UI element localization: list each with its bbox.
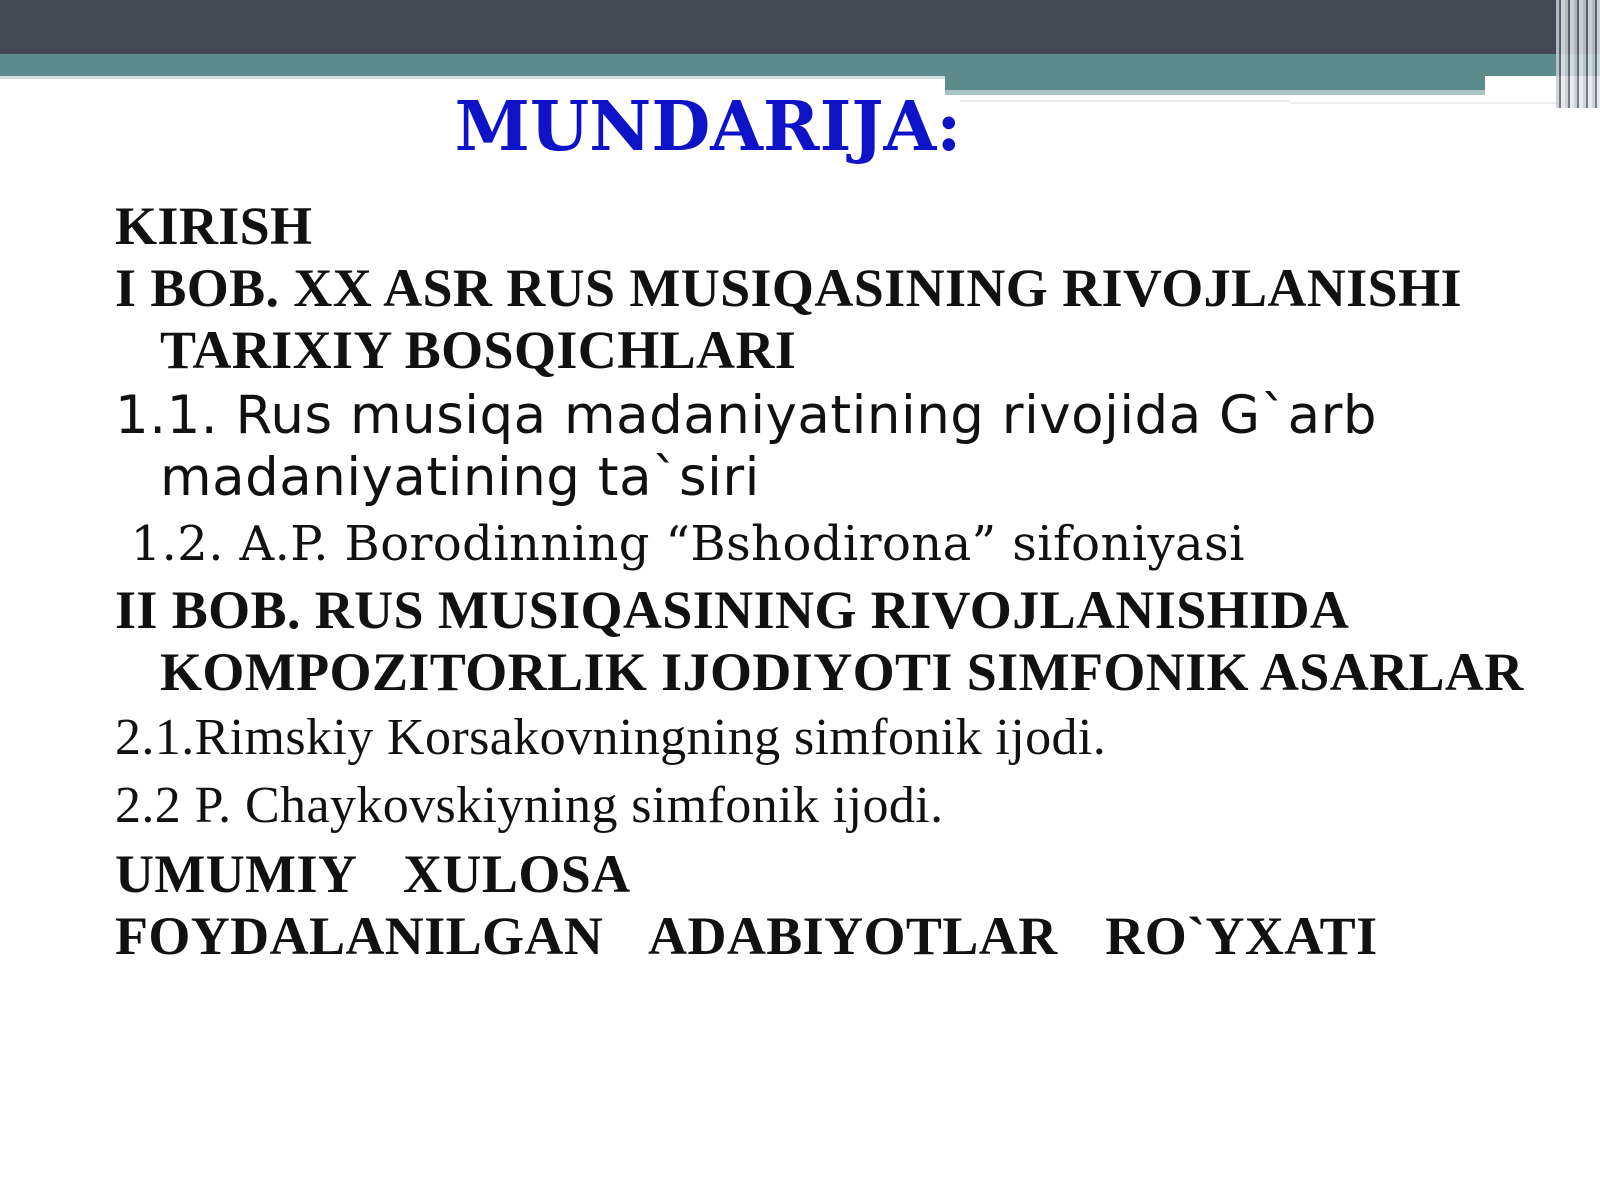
toc-item-section-2-2: 2.2 P. Chaykovskiyning simfonik ijodi. — [115, 777, 944, 834]
toc-item-section-1-2: 1.2. A.P. Borodinning “Bshodirona” sifoniyasi — [115, 516, 1245, 572]
toc-item-bibliography: FOYDALANILGAN ADABIYOTLAR RO`YXATI — [115, 906, 1378, 966]
toc-item-conclusion: UMUMIY XULOSA — [115, 844, 631, 904]
toc-item-chapter-2: II BOB. RUS MUSIQASINING RIVOJLANISHIDA KOMPOZITORLIK IJODIYOTI SIMFONIK ASARLAR — [115, 580, 1524, 702]
slide-accent-bar — [0, 54, 1600, 76]
slide-title: MUNDARIJA: — [454, 87, 962, 167]
slide-decor-stripes — [1556, 0, 1600, 108]
toc-item-section-1-1: 1.1. Rus musiqa madaniyatining rivojida G`arb madaniyatining ta`siri — [115, 385, 1377, 508]
toc-item-introduction: KIRISH — [115, 196, 313, 256]
toc-item-section-2-1: 2.1.Rimskiy Korsakovningning simfonik ijodi. — [115, 709, 1107, 766]
slide-top-bar — [0, 0, 1600, 54]
table-of-contents — [115, 195, 1585, 967]
slide-accent-bar-shadow — [0, 76, 945, 79]
toc-item-chapter-1: I BOB. XX ASR RUS MUSIQASINING RIVOJLANISHI TARIXIY BOSQICHLARI — [115, 258, 1462, 380]
